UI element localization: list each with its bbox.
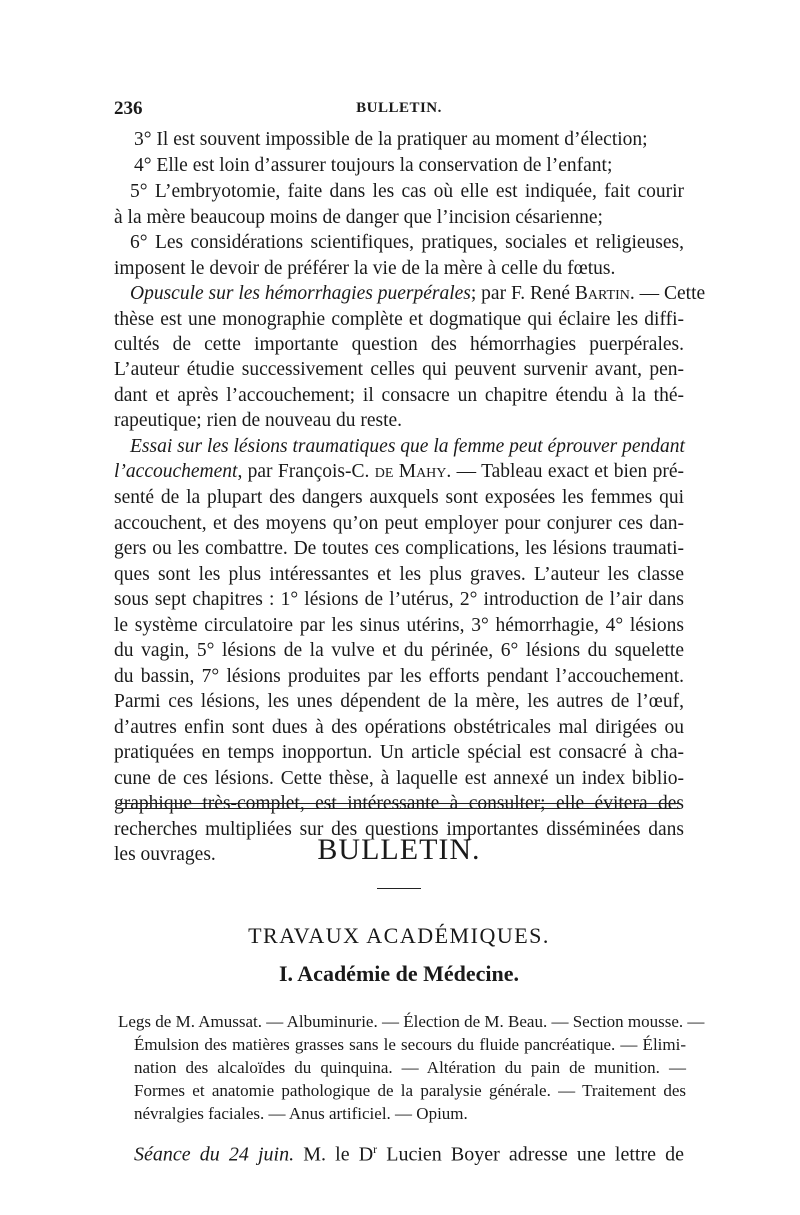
section-subtitle: TRAVAUX ACADÉMIQUES. [248, 923, 550, 948]
citation-opuscule: Opuscule sur les hémorrhagies puerpérales; par F. René Bartin. — Cette [130, 283, 706, 304]
work-title-end: l’accouchement [114, 461, 238, 482]
text-line: gers ou les combattre. De toutes ces complications, les lésions traumati- [114, 538, 684, 559]
text-line: recherches multipliées sur des questions importantes disséminées dans [114, 819, 684, 840]
text-line: pratiquées en temps inopportun. Un article spécial est consacré à cha- [114, 742, 684, 763]
text-line: cune de ces lésions. Cette thèse, à laquelle est annexé un index biblio- [114, 768, 684, 789]
academy-heading: I. Académie de Médecine. [278, 961, 520, 986]
citation-essai-title: Essai sur les lésions traumatiques que la femme peut éprouver pendant [130, 436, 685, 457]
text-line: du vagin, 5° lésions de la vulve et du périnée, 6° lésions du squelette [114, 640, 684, 661]
text-line: sous sept chapitres : 1° lésions de l’utérus, 2° introduction de l’air dans [114, 589, 684, 610]
summary-line: Formes et anatomie pathologique de la paralysie générale. — Traitement des [134, 1081, 686, 1100]
summary-line: névralgies faciales. — Anus artificiel. — Opium. [134, 1104, 468, 1123]
running-title: BULLETIN. [356, 100, 442, 116]
text-line: imposent le devoir de préférer la vie de la mère à celle du fœtus. [114, 258, 616, 279]
text-line: du bassin, 7° lésions produites par les efforts pendant l’accouchement. [114, 666, 684, 687]
text-line: accouchent, et des moyens qu’on peut employer pour conjurer ces dan- [114, 513, 684, 534]
text-line: L’auteur étudie successivement celles qui peuvent survenir avant, pen- [114, 359, 684, 380]
text-line: le système circulatoire par les sinus utérins, 3° hémorrhagie, 4° lésions [114, 615, 684, 636]
seance-line: Séance du 24 juin. M. le $D^r$ Lucien Boyer adresse une lettre de [134, 1142, 684, 1166]
text-line: Parmi ces lésions, les unes dépendent de la mère, les autres de l’œuf, [114, 691, 684, 712]
seance-date: Séance du 24 juin. [134, 1143, 295, 1166]
text-line: rapeutique; rien de nouveau du reste. [114, 410, 403, 431]
author-name: Bartin [574, 283, 630, 304]
text-line: thèse est une monographie complète et dogmatique qui éclaire les diffi- [114, 309, 684, 330]
text-line: ques sont les plus intéressantes et les plus graves. L’auteur les classe [114, 564, 684, 585]
title-rule [377, 888, 421, 889]
text-line: 6° Les considérations scientifiques, pratiques, sociales et religieuses, [130, 232, 684, 253]
citation-essai: l’accouchement, par François-C. de Mahy. — Tableau exact et bien pré- [114, 461, 684, 482]
text-line: 5° L’embryotomie, faite dans les cas où elle est indiquée, fait courir [130, 181, 684, 202]
text-line: senté de la plupart des dangers auxquels sont exposées les femmes qui [114, 487, 684, 508]
summary-line: nation des alcaloïdes du quinquina. — Altération du pain de munition. — [134, 1058, 686, 1077]
page-number: 236 [114, 98, 143, 119]
text-line: 4° Elle est loin d’assurer toujours la conservation de l’enfant; [134, 155, 613, 176]
summary-line: Émulsion des matières grasses sans le secours du fluide pancréatique. — Élimi- [134, 1035, 686, 1054]
text-line: graphique très-complet, est intéressante à consulter; elle évitera des [114, 793, 684, 814]
summary-line: Legs de M. Amussat. — Albuminurie. — Élection de M. Beau. — Section mousse. — [118, 1012, 705, 1031]
running-header [114, 98, 684, 122]
text-line: à la mère beaucoup moins de danger que l’incision césarienne; [114, 207, 603, 228]
section-divider [118, 803, 680, 804]
text-line: dant et après l’accouchement; il consacre un chapitre étendu à la thé- [114, 385, 684, 406]
work-title: Opuscule sur les hémorrhagies puerpérales [130, 283, 471, 304]
text-line: d’autres enfin sont dues à des opérations obstétricales mal dirigées ou [114, 717, 684, 738]
text-line: cultés de cette importante question des hémorrhagies puerpérales. [114, 334, 684, 355]
text-line: 3° Il est souvent impossible de la pratiquer au moment d’élection; [134, 129, 648, 150]
section-divider [118, 808, 680, 809]
text-line: les ouvrages. [114, 844, 216, 865]
section-title: BULLETIN. [317, 833, 481, 866]
author-name: Mahy [398, 461, 447, 482]
